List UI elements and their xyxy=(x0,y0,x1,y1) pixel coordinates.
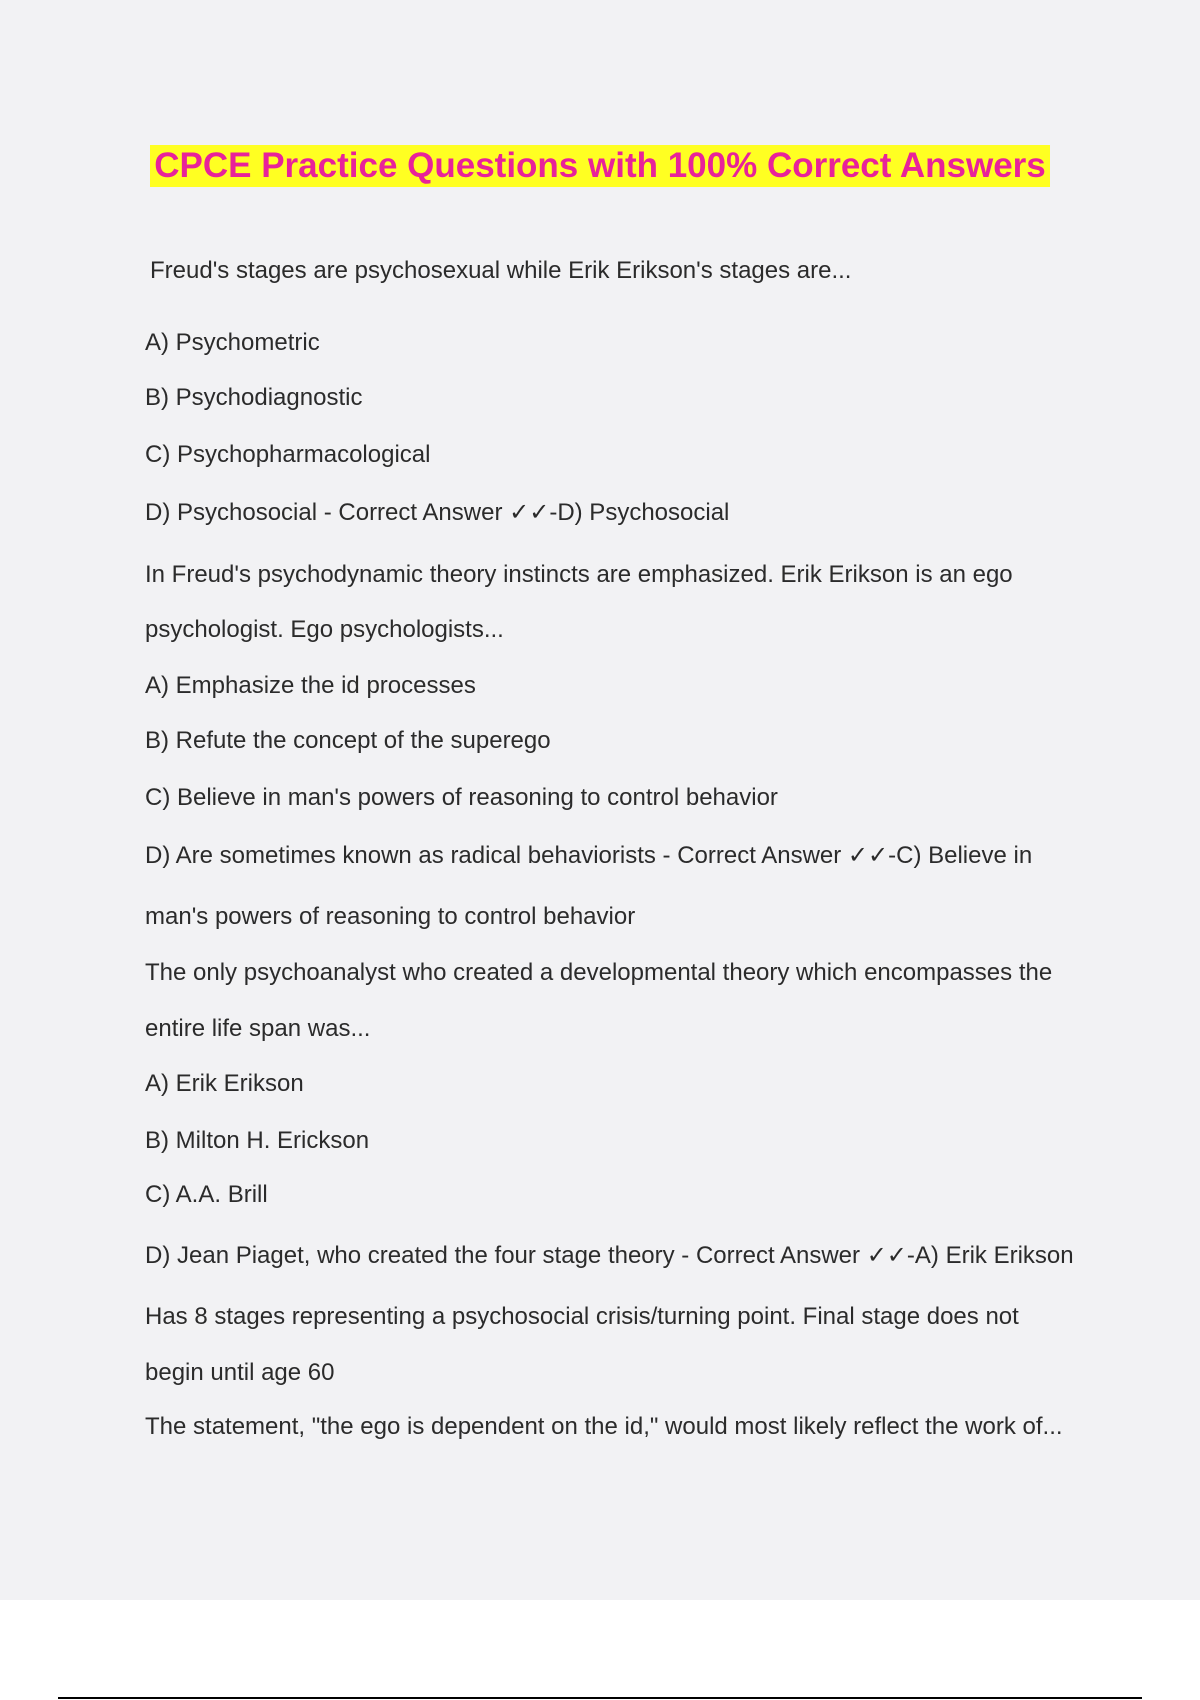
question-3-option-c: C) A.A. Brill xyxy=(145,1181,268,1208)
question-2-option-b: B) Refute the concept of the superego xyxy=(145,727,551,754)
question-2-option-d-answer-line-1: D) Are sometimes known as radical behaviorists - Correct Answer ✓✓-C) Believe in xyxy=(145,842,1033,869)
document-title: CPCE Practice Questions with 100% Correct Answers xyxy=(150,145,1050,187)
question-3-option-d-answer: D) Jean Piaget, who created the four stage theory - Correct Answer ✓✓-A) Erik Erikson xyxy=(145,1242,1074,1269)
question-2-answer-line-2: man's powers of reasoning to control behavior xyxy=(145,903,636,930)
question-4-prompt: The statement, "the ego is dependent on the id," would most likely reflect the work of... xyxy=(145,1413,1063,1440)
question-3-option-a: A) Erik Erikson xyxy=(145,1070,304,1097)
question-2-prompt-line-2: psychologist. Ego psychologists... xyxy=(145,616,504,643)
question-1-option-c: C) Psychopharmacological xyxy=(145,441,431,468)
question-3-prompt-line-2: entire life span was... xyxy=(145,1015,371,1042)
question-2-prompt-line-1: In Freud's psychodynamic theory instincts are emphasized. Erik Erikson is an ego xyxy=(145,561,1013,588)
question-2-option-a: A) Emphasize the id processes xyxy=(145,672,476,699)
footer-divider xyxy=(58,1697,1142,1699)
question-1-option-b: B) Psychodiagnostic xyxy=(145,384,363,411)
question-3-prompt-line-1: The only psychoanalyst who created a developmental theory which encompasses the xyxy=(145,959,1053,986)
question-1-option-a: A) Psychometric xyxy=(145,329,320,356)
question-2-option-c: C) Believe in man's powers of reasoning to control behavior xyxy=(145,784,778,811)
question-1-option-d-answer: D) Psychosocial - Correct Answer ✓✓-D) Psychosocial xyxy=(145,499,730,526)
title-container xyxy=(0,145,1200,187)
question-1-prompt: Freud's stages are psychosexual while Erik Erikson's stages are... xyxy=(150,257,852,284)
question-3-explanation-line-2: begin until age 60 xyxy=(145,1359,335,1386)
question-3-option-b: B) Milton H. Erickson xyxy=(145,1127,370,1154)
question-3-explanation-line-1: Has 8 stages representing a psychosocial crisis/turning point. Final stage does not xyxy=(145,1303,1019,1330)
